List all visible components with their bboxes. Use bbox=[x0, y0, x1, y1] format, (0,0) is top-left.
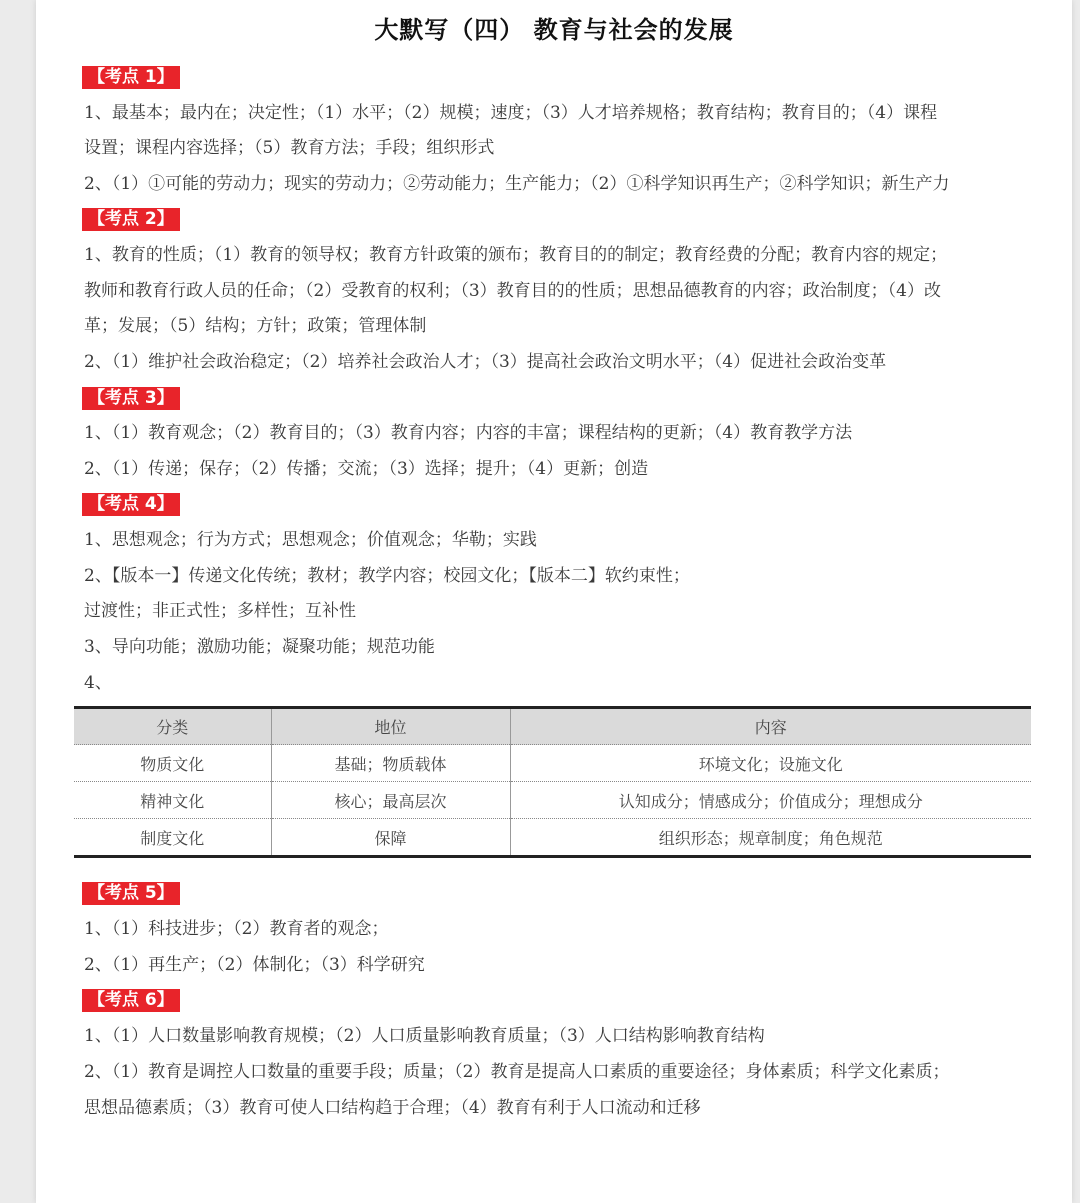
text-line: 2、（1）再生产；（2）体制化；（3）科学研究 bbox=[84, 955, 425, 975]
text-line: 1、最基本；最内在；决定性；（1）水平；（2）规模；速度；（3）人才培养规格；教育结构；教育目的；（4）课程 bbox=[84, 103, 938, 123]
table-cell: 组织形态；规章制度；角色规范 bbox=[510, 819, 1031, 857]
table-cell: 保障 bbox=[271, 819, 510, 857]
text-line: 1、（1）教育观念；（2）教育目的；（3）教育内容；内容的丰富；课程结构的更新；（4）教育教学方法 bbox=[84, 423, 853, 443]
table-cell: 环境文化；设施文化 bbox=[510, 745, 1031, 782]
culture-table bbox=[74, 706, 1031, 858]
table-cell: 物质文化 bbox=[74, 745, 271, 782]
text-line: 3、导向功能；激励功能；凝聚功能；规范功能 bbox=[84, 637, 435, 657]
text-line: 教师和教育行政人员的任命；（2）受教育的权利；（3）教育目的的性质；思想品德教育的内容；政治制度；（4）改 bbox=[84, 281, 941, 301]
table-row bbox=[74, 782, 1031, 819]
text-line: 1、（1）人口数量影响教育规模；（2）人口质量影响教育质量；（3）人口结构影响教育结构 bbox=[84, 1026, 765, 1046]
text-line: 1、思想观念；行为方式；思想观念；价值观念；华勒；实践 bbox=[84, 530, 537, 550]
table-header-cell: 分类 bbox=[74, 708, 271, 745]
section-badge-6: 【考点 6】 bbox=[82, 989, 180, 1012]
table-cell: 制度文化 bbox=[140, 828, 205, 848]
section-badge-1: 【考点 1】 bbox=[82, 66, 180, 89]
table-header-cell: 地位 bbox=[271, 708, 510, 745]
text-line: 2、（1）传递；保存；（2）传播；交流；（3）选择；提升；（4）更新；创造 bbox=[84, 459, 649, 479]
table-cell: 精神文化 bbox=[74, 782, 271, 819]
table-cell: 认知成分；情感成分；价值成分；理想成分 bbox=[510, 782, 1031, 819]
document-page bbox=[36, 0, 1072, 1203]
text-line: 2、（1）维护社会政治稳定；（2）培养社会政治人才；（3）提高社会政治文明水平；（4）促进社会政治变革 bbox=[84, 352, 887, 372]
section-badge-5: 【考点 5】 bbox=[82, 882, 180, 905]
table-cell: 基础；物质载体 bbox=[271, 745, 510, 782]
text-line: 4、 bbox=[84, 673, 112, 693]
text-line: 过渡性；非正式性；多样性；互补性 bbox=[84, 601, 356, 621]
table-header-row bbox=[74, 708, 1031, 745]
page-title: 大默写（四） 教育与社会的发展 bbox=[374, 15, 734, 44]
section-badge-4: 【考点 4】 bbox=[82, 493, 180, 516]
text-line: 2、【版本一】传递文化传统；教材；教学内容；校园文化；【版本二】软约束性； bbox=[84, 566, 690, 586]
text-line: 设置；课程内容选择；（5）教育方法；手段；组织形式 bbox=[84, 138, 495, 158]
text-line: 思想品德素质；（3）教育可使人口结构趋于合理；（4）教育有利于人口流动和迁移 bbox=[84, 1098, 701, 1118]
section-badge-2: 【考点 2】 bbox=[82, 208, 180, 231]
table-row bbox=[74, 745, 1031, 782]
text-line: 1、教育的性质；（1）教育的领导权；教育方针政策的颁布；教育目的的制定；教育经费的分配；教育内容的规定； bbox=[84, 245, 948, 265]
text-line: 1、（1）科技进步；（2）教育者的观念； bbox=[84, 919, 389, 939]
text-line: 革；发展；（5）结构；方针；政策；管理体制 bbox=[84, 316, 427, 336]
text-line: 2、（1）①可能的劳动力；现实的劳动力；②劳动能力；生产能力；（2）①科学知识再生产；②科学知识；新生产力 bbox=[84, 174, 950, 194]
table-row bbox=[74, 819, 1031, 857]
table-header-cell: 内容 bbox=[510, 708, 1031, 745]
section-badge-3: 【考点 3】 bbox=[82, 387, 180, 410]
table-cell: 核心；最高层次 bbox=[271, 782, 510, 819]
text-line: 2、（1）教育是调控人口数量的重要手段；质量；（2）教育是提高人口素质的重要途径；身体素质；科学文化素质； bbox=[84, 1062, 950, 1082]
